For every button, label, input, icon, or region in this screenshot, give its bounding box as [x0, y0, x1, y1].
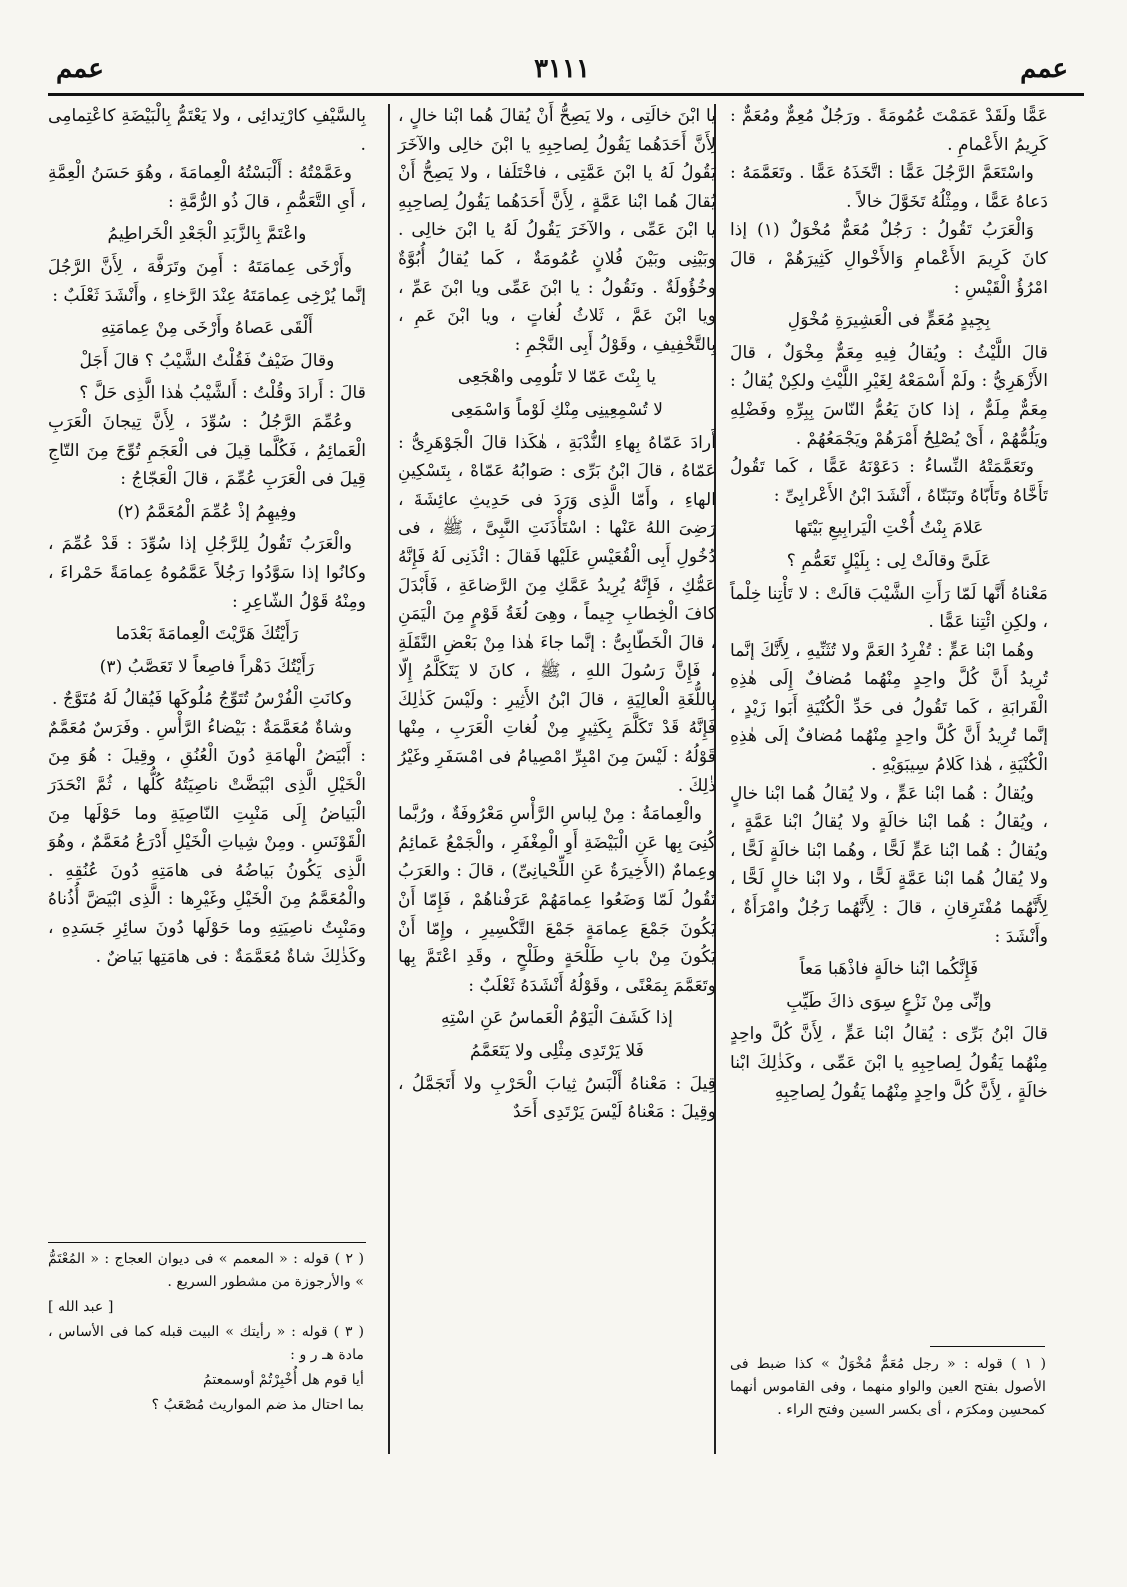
footnote-verse: أيا قوم هل أُخْبِرْتُمْ أوسمعتمُ [202, 1372, 364, 1388]
entry-paragraph: مَعْناهُ أَنَّها لَمّا رَأَتِ الشَّيْبَ قالَتْ : لا تَأْتِنا خِلْماً ، ولكِنِ ائْتِنا عَمًّا . [730, 583, 1048, 633]
verse-line: لا تُسْمِعِينِى مِنْكِ لَوْماً وَاسْمَعِى [450, 399, 664, 420]
editor-signature: [ عبد الله ] [48, 1299, 114, 1315]
column-right [730, 102, 1048, 1522]
page-header [48, 52, 1076, 96]
column-divider [388, 104, 390, 1454]
entry-paragraph: وهُما ابْنا عَمٍّ : تُفْرِدُ العَمَّ ولا تُثَنِّيهِ ، لِأَنَّكَ إنَّما تُرِيدُ أَنَّ كُلَّ واحِدٍ مِنْهُما مُضافٌ إِلَى هٰذِهِ الْقَرابَةِ ، كَما تَقُولُ فى حَدِّ الْكُنْيَةِ أَبَوا زَيْدٍ ، إنَّما تُرِيدُ أَنَّ كُلَّ واحِدٍ مِنْهُما مُضافٌ إلَى هٰذِهِ الْكُنْيَةِ ، هٰذا كَلامُ سِيبَوَيْهِ . [730, 640, 1048, 776]
verse-line: فَلا يَرْتَدِى مِثْلِى ولا يَتَعَمَّمُ [470, 1041, 644, 1061]
entry-paragraph: قالَ ابْنُ بَرِّى : يُقالُ ابْنا عَمٍّ ، لِأَنَّ كُلَّ واحِدٍ مِنْهُما يَقُولُ لِصاحِبِهِ يا ابْنَ عَمِّى ، وكَذٰلِكَ ابْنا خالَةٍ ، لِأَنَّ كُلَّ واحِدٍ مِنْهُما يَقُولُ لِصاحِبِهِ [730, 1024, 1048, 1102]
verse-line: وفِيهِمُ إذْ عُمِّمَ الْمُعَمَّمُ (٢) [117, 501, 297, 522]
footnote: ( ٢ ) قوله : « المعمم » فى ديوان العجاج : « المُعْتَمُّ » والأرجوزة من مشطور السريع . [48, 1251, 364, 1290]
verse-line: عَلَىَّ وقالَتْ لِى : بِلَيْلٍ تَعَمُّمِ ؟ [786, 550, 992, 571]
entry-paragraph: ويُقالُ : هُما ابْنا عَمٍّ ، ولا يُقالُ هُما ابْنا خالٍ ، ويُقالُ : هُما ابْنا خالَةٍ ولا يُقالُ ابْنا عَمَّةٍ ، ويُقالُ : هُما ابْنا عَمٍّ لَحًّا ، وهُما ابْنا خالَةٍ لَحًّا ، ولا يُقالُ هُما ابْنا عَمَّةٍ لَحًّا ، ولا ابْنا خالٍ لَحًّا ، لِأَنَّهُما مُفْتَرِقانِ ، قالَ : لِأَنَّهُما رَجُلٌ وامْرَأَةٌ ، وأَنْشَدَ : [730, 783, 1048, 947]
entry-paragraph: عَمًّا ولَقَدْ عَمَمْتَ عُمُومَةً . ورَجُلٌ مُعِمٌّ ومُعَمٌّ : كَرِيمُ الأَعْمامِ . [730, 106, 1048, 155]
entry-paragraph: وتَعَمَّمَتْهُ النِّساءُ : دَعَوْنَهُ عَمًّا ، كَما تَقُولُ تَأَخَّاهُ وتَأَبّاهُ وتَبَنّاهُ ، أَنْشَدَ ابْنُ الأَعْرابِىِّ : [730, 457, 1048, 506]
verse-line: رَأَيْتُكَ هَرَّيْتَ الْعِمامَةَ بَعْدَما [115, 624, 299, 645]
verse-line: عَلامَ بِنْتُ أُخْتِ الْيَرابِيعِ بَيْتَها [794, 518, 984, 539]
entry-paragraph: بِالسَّيْفِ كارْتِدائِى ، ولا يَعْتَمُّ بِالْبَيْضَةِ كاعْتِمامِى . [48, 106, 366, 155]
footnote-verse: بما احتال مذ ضم المواريث مُصْعَبُ ؟ [151, 1397, 364, 1413]
verse-line: وإنِّى مِنْ نَزْعٍ سِوَى ذاكَ طَيِّبِ [786, 991, 992, 1012]
verse-line: واعْتَمَّ بِالزَّبَدِ الْجَعْدِ الْخَراطِيمُ [107, 224, 307, 245]
verse-line: أَلْقَى عَصاهُ وأَرْخَى مِنْ عِمامَتِهِ [101, 318, 313, 339]
footnotes-right [730, 1353, 1046, 1424]
verse-line: فَإِنَّكُما ابْنا خالَةٍ فاذْهَبا مَعاً [799, 959, 979, 980]
entry-paragraph: وعُمِّمَ الرَّجُلُ : سُوِّدَ ، لِأَنَّ تِيجانَ الْعَرَبِ الْعَمائِمُ ، فَكُلَّما قِيلَ فى الْعَجَمِ تُوِّجَ مِنَ التّاجِ قِيلَ فى الْعَرَبِ عُمِّمَ ، قالَ الْعَجّاجُ : [48, 411, 366, 490]
entry-paragraph: واسْتَعَمَّ الرَّجُلَ عَمًّا : اتَّخَذَهُ عَمًّا . وتَعَمَّمَهُ : دَعاهُ عَمًّا ، ومِثْلُهُ تَخَوَّلَ خالاً . [730, 163, 1048, 212]
entry-paragraph: وَالْعَرَبُ تَقُولُ : رَجُلٌ مُعَمٌّ مُخْوَلٌ (١) إذا كانَ كَرِيمَ الأَعْمامِ وَالأَخْوالِ كَثِيرَهُمْ ، قالَ امْرُؤُ الْقَيْسِ : [730, 220, 1048, 298]
footnote-rule [48, 1242, 366, 1243]
footnote: ( ٣ ) قوله : « رأيتك » البيت قبله كما فى الأساس ، مادة هـ ر و : [48, 1324, 365, 1363]
verse-line: يا بِنْتَ عَمّا لا تَلُومِى واهْجَعِى [457, 367, 657, 388]
verse-line: إذا كَشَفَ الْيَوْمُ الْعَماسُ عَنِ اسْتِهِ [441, 1008, 673, 1029]
verse-line: رَأَيْتُكَ دَهْراً فاصِعاً لا تَعَصَّبُ (٣) [99, 656, 315, 677]
entry-paragraph: وكانَتِ الْفُرْسُ تُتَوِّجُ مُلُوكَها فَيُقالُ لَهُ مُتَوَّجٌ . [52, 689, 352, 710]
running-headword-right: عمم [1020, 54, 1068, 84]
entry-paragraph: والْعَرَبُ تَقُولُ لِلرَّجُلِ إذا سُوِّدَ : قَدْ عُمِّمَ ، وكانُوا إذا سَوَّدُوا رَجُلاً عَمَّمُوهُ عِمامَةً حَمْراءَ ، ومِنْهُ قَوْلُ الشّاعِرِ : [48, 534, 366, 612]
entry-paragraph: قالَ اللَّيْثُ : ويُقالُ فِيهِ مِعَمٌّ مِخْوَلٌ ، قالَ الأَزْهَرِيُّ : ولَمْ أَسْمَعْهُ لِغَيْرِ اللَّيْثِ ولكِنْ يُقالُ : مِعَمٌّ مِلَمٌّ ، إذا كانَ يَعُمُّ النّاسَ بِبِرِّهِ وفَضْلِهِ ويَلُمُّهُمْ ، أَىْ يُصْلِحُ أَمْرَهُمْ ويَجْمَعُهُمْ . [730, 342, 1048, 449]
running-headword-left: عمم [56, 54, 104, 84]
footnotes-left [48, 1248, 364, 1419]
entry-paragraph: وشاةٌ مُعَمَّمَةٌ : بَيْضاءُ الرَّأْسِ . وفَرَسٌ مُعَمَّمٌ : أَبْيَضُ الْهامَةِ دُونَ الْعُنُقِ ، وقِيلَ : هُوَ مِنَ الْخَيْلِ الَّذِى ابْيَضَّتْ ناصِيَتُهُ كُلُّها ، ثُمَّ انْحَدَرَ الْبَياضُ إِلَى مَنْبِتِ النّاصِيَةِ وما حَوْلَها مِنَ الْقَوْنَسِ . ومِنْ شِياتِ الْخَيْلِ أَدْرَعُ مُعَمَّمٌ ، وهُوَ الَّذِى يَكُونُ بَياضُهُ فى هامَتِهِ دُونَ عُنُقِهِ . والْمُعَمَّمُ مِنَ الْخَيْلِ وغَيْرِها : الَّذِى ابْيَضَّ أُذُناهُ ومَنْبِتُ ناصِيَتِهِ وما حَوْلَها دُونَ سائِرِ جَسَدِهِ ، وكَذٰلِكَ شاةٌ مُعَمَّمَةٌ : فى هامَتِها بَياضٌ . [48, 717, 366, 967]
header-rule [48, 93, 1084, 96]
entry-paragraph: قِيلَ : مَعْناهُ أَلْبَسُ ثِيابَ الْحَرْبِ ولا أَتَجَمَّلُ ، وقِيلَ : مَعْناهُ لَيْسَ يَرْتَدِى أَحَدٌ [398, 1073, 716, 1123]
entry-paragraph: أَرادَ عَمّاهُ بِهاءِ النُّدْبَةِ ، هٰكَذا قالَ الْجَوْهَرِىُّ : عَمّاهُ ، قالَ ابْنُ بَرِّى : صَوابُهُ عَمّاهْ ، بِتَسْكِينِ الهاءِ ، وأَمّا الَّذِى وَرَدَ فى حَدِيثِ عائِشَةَ ، رَضِىَ اللهُ عَنْها : اسْتَأْذَنَتِ النَّبِىَّ ، ﷺ ، فى دُخُولِ أَبِى الْقُعَيْسِ عَلَيْها فَقالَ : ائْذَنِى لَهُ فَإِنَّهُ عَمُّكِ ، فَإِنَّهُ يُرِيدُ عَمَّكِ مِنَ الرَّضاعَةِ ، فَأَبْدَلَ كافَ الْخِطابِ جِيماً ، وهِىَ لُغَةُ قَوْمٍ مِنَ الْيَمَنِ ، قالَ الْخَطّابِىُّ : إنَّما جاءَ هٰذا مِنْ بَعْضِ النَّقَلَةِ ، فَإِنَّ رَسُولَ اللهِ ، ﷺ ، كانَ لا يَتَكَلَّمُ إِلّا بِاللُّغَةِ الْعالِيَةِ ، قالَ ابْنُ الأَثِيرِ : ولَيْسَ كَذٰلِكَ فَإِنَّهُ قَدْ تَكَلَّمَ بِكَثِيرٍ مِنْ لُغاتِ الْعَرَبِ ، مِنْها قَوْلُهُ : لَيْسَ مِنَ امْبِرِّ امْصِيامُ فى امْسَفَرِ وغَيْرُ ذٰلِكَ . [398, 432, 716, 796]
verse-line: وقالَ ضَيْفٌ فَقُلْتُ الشَّيْبُ ؟ قالَ أَجَلْ [79, 350, 335, 371]
entry-paragraph: وعَمَّمْتُهُ : أَلْبَسْتُهُ الْعِمامَةَ ، وهُوَ حَسَنُ الْعِمَّةِ ، أَىِ التَّعَمُّمِ ، قالَ ذُو الرُّمَّةِ : [48, 163, 366, 212]
footnote: ( ١ ) قوله : « رجل مُعَمٌّ مُخْوَلٌ » كذا ضبط فى الأصول بفتح العين والواو منهما ، وفى القاموس أنهما كمحسِن ومكرَم ، أى بكسر السين وفتح الراء . [730, 1356, 1046, 1418]
verse-line: بِجِيدٍ مُعَمٍّ فى الْعَشِيرَةِ مُخْوَلِ [787, 310, 991, 331]
entry-paragraph: قالَ : أَرادَ وقُلْتُ : أَلشَّيْبُ هٰذا الَّذِى حَلَّ ؟ [79, 383, 366, 404]
entry-paragraph: والْعِمامَةُ : مِنْ لِباسِ الرَّأْسِ مَعْرُوفَةٌ ، ورُبَّما كُنِىَ بِها عَنِ الْبَيْضَةِ أَوِ الْمِغْفَرِ ، والْجَمْعُ عَمائِمُ وعِمامٌ (الأَخِيرَةُ عَنِ اللِّحْيانِىِّ) ، قالَ : والعَرَبُ تَقُولُ لَمّا وَضَعُوا عِمامَهُمْ عَرَفْناهُمْ ، فَإِمّا أَنْ يَكُونَ جَمْعَ عِمامَةٍ جَمْعَ التَّكْسِيرِ ، وإِمّا أَنْ يَكُونَ مِنْ بابِ طَلْحَةٍ وطَلْحٍ ، وقَدِ اعْتَمَّ بِها وتَعَمَّمَ بِمَعْنًى ، وقَوْلُهُ أَنْشَدَهُ ثَعْلَبٌ : [398, 804, 716, 996]
column-middle [398, 102, 716, 1452]
page-number: ٣١١١ [534, 54, 590, 84]
entry-paragraph: يا ابْنَ خالَتِى ، ولا يَصِحُّ أَنْ يُقالَ هُما ابْنا خالٍ ، لِأَنَّ أَحَدَهُما يَقُولُ لِصاحِبِهِ يا ابْنَ خالِى والآخَرَ يَقُولُ لَهُ يا ابْنَ عَمَّتِى ، فاخْتَلَفا ، ولا يَصِحُّ أَنْ يُقالَ هُما ابْنا عَمَّةٍ ، لِأَنَّ أَحَدَهُما يَقُولُ لِصاحِبِهِ يا ابْنَ عَمِّى ، والآخَرَ يَقُولُ لَهُ يا ابْنَ خالِى . وبَيْنِى وبَيْنَ فُلانٍ عُمُومَةٌ ، كَما يُقالُ أُبُوَّةٌ وخُؤُولَةٌ . ونَقُولُ : يا ابْنَ عَمِّى ويا ابْنَ عَمِّ ، ويا ابْنَ عَمَّ ، ثَلاثُ لُغاتٍ ، ويا ابْنَ عَمِ ، بِالتَّخْفِيفِ ، وقَوْلُ أَبِى النَّجْمِ : [398, 106, 716, 355]
entry-paragraph: وأَرْخَى عِمامَتَهُ : أَمِنَ وتَرَفَّهَ ، لِأَنَّ الرَّجُلَ إنَّما يُرْخِى عِمامَتَهُ عِنْدَ الرَّخاءِ ، وأَنْشَدَ ثَعْلَبٌ : [48, 256, 366, 306]
footnote-rule [930, 1346, 1045, 1347]
